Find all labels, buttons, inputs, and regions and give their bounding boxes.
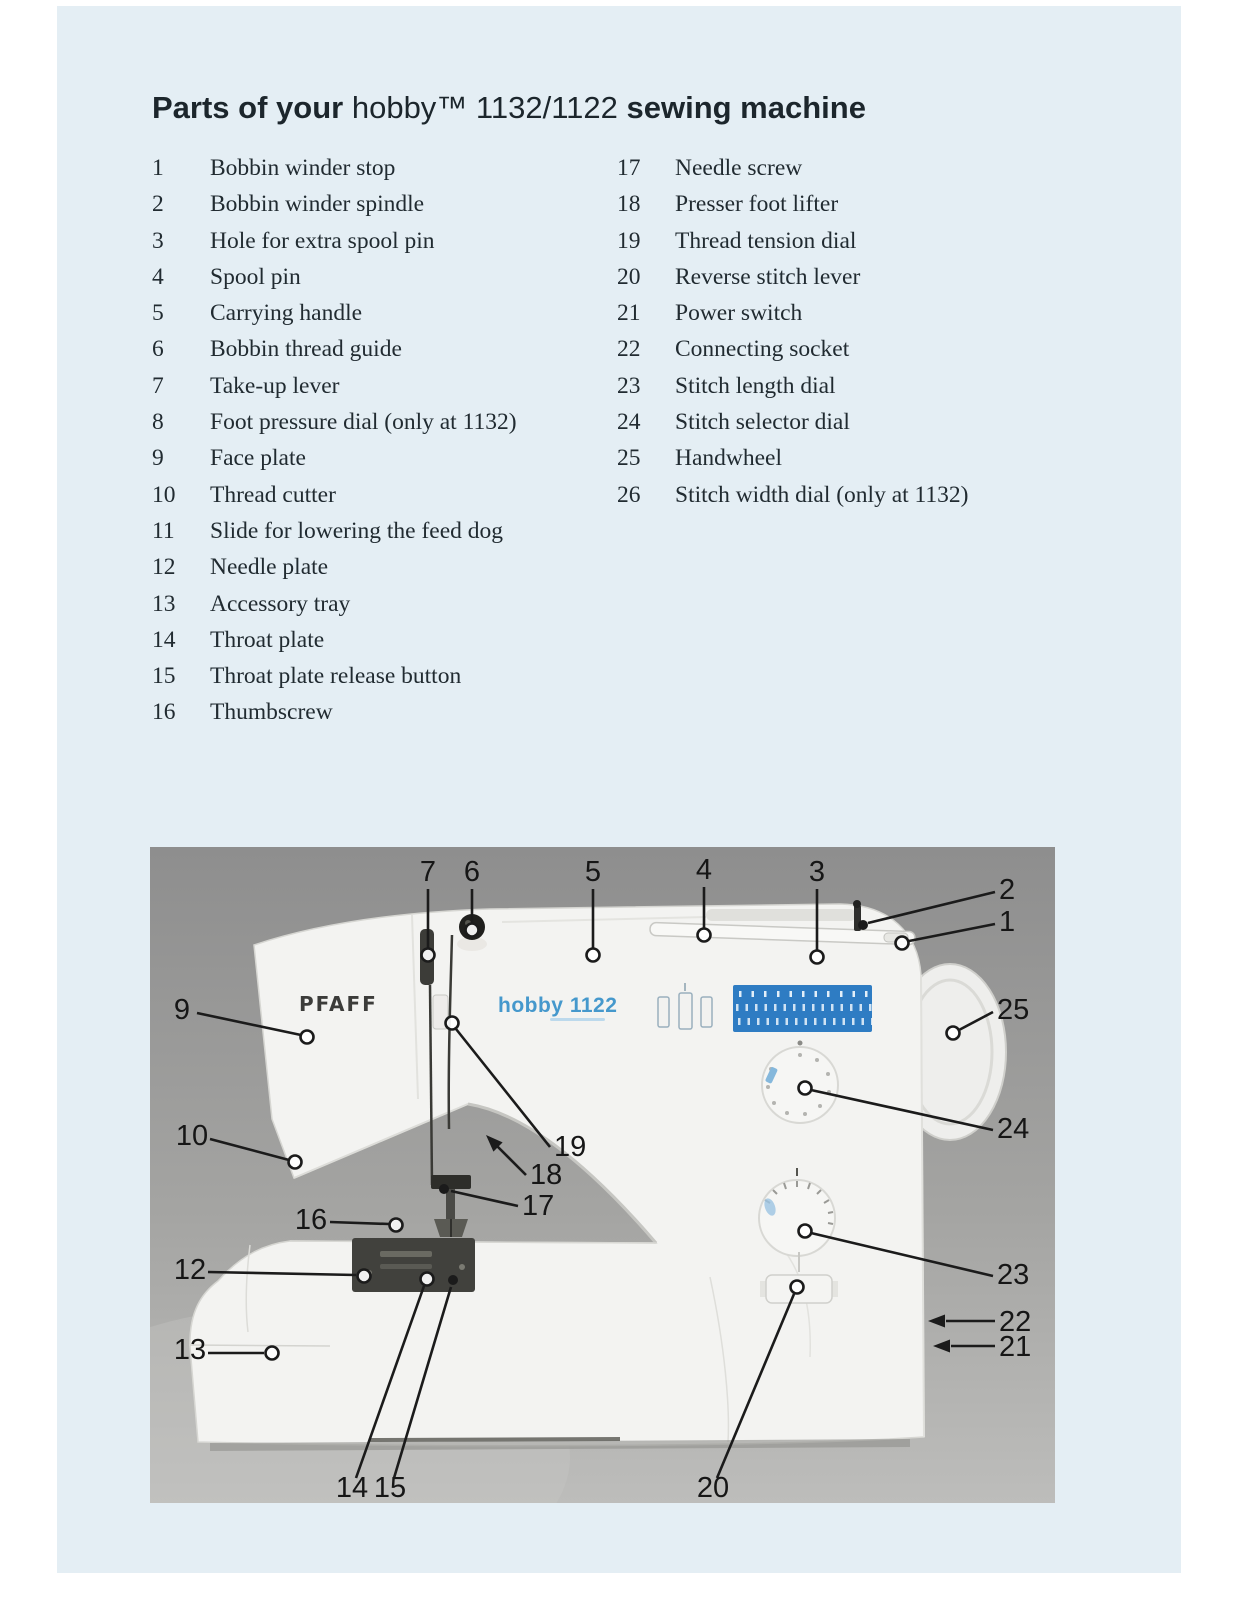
part-number: 7 — [152, 372, 164, 399]
parts-list-left — [152, 150, 602, 731]
parts-list-item — [617, 477, 1087, 513]
part-number: 13 — [152, 590, 176, 617]
callout-ring-marker — [791, 1281, 804, 1294]
part-number: 5 — [152, 300, 164, 327]
part-label: Hole for extra spool pin — [210, 227, 435, 254]
callout-label-13: 13 — [173, 1334, 207, 1366]
part-label: Carrying handle — [210, 300, 363, 327]
part-label: Stitch length dial — [675, 372, 836, 399]
callout-label-10: 10 — [175, 1120, 209, 1152]
part-label: Thread tension dial — [675, 227, 857, 254]
stitch-chart-panel — [733, 985, 872, 1032]
part-label: Power switch — [675, 300, 803, 327]
part-number: 3 — [152, 227, 164, 254]
title-suffix: sewing machine — [626, 90, 866, 125]
carrying-handle-recess — [706, 909, 856, 921]
part-number: 26 — [617, 481, 641, 508]
parts-list-item — [152, 694, 602, 730]
part-number: 12 — [152, 554, 176, 581]
part-label: Stitch width dial (only at 1132) — [675, 481, 969, 508]
parts-list-item — [152, 513, 602, 549]
callout-label-17: 17 — [522, 1190, 555, 1222]
callout-ring-marker — [422, 949, 435, 962]
part-number: 10 — [152, 481, 176, 508]
part-number: 22 — [617, 336, 641, 363]
callout-ring-marker — [947, 1027, 960, 1040]
parts-list-item — [617, 368, 1087, 404]
part-label: Spool pin — [210, 263, 301, 290]
part-number: 24 — [617, 409, 641, 436]
callout-label-12: 12 — [173, 1254, 207, 1286]
callout-ring-marker — [896, 937, 909, 950]
part-label: Slide for lowering the feed dog — [210, 517, 504, 544]
callout-label-5: 5 — [584, 856, 602, 888]
part-label: Bobbin winder spindle — [210, 191, 425, 218]
callout-label-7: 7 — [419, 856, 437, 888]
part-label: Needle plate — [210, 554, 329, 581]
part-number: 23 — [617, 372, 641, 399]
part-label: Face plate — [210, 445, 306, 472]
callout-ring-marker — [799, 1082, 812, 1095]
hobby-model-label: hobby 1122 — [498, 994, 618, 1017]
callout-label-18: 18 — [530, 1159, 563, 1191]
callout-label-1: 1 — [999, 906, 1016, 938]
callout-label-16: 16 — [294, 1204, 328, 1236]
callout-dot-marker — [439, 1184, 449, 1194]
parts-list-item — [617, 404, 1087, 440]
part-label: Throat plate release button — [210, 663, 462, 690]
part-label: Needle screw — [675, 155, 803, 181]
parts-list-item — [617, 331, 1087, 367]
callout-ring-marker — [587, 949, 600, 962]
callout-label-22: 22 — [999, 1306, 1032, 1338]
callout-label-2: 2 — [999, 874, 1016, 906]
part-label: Thread cutter — [210, 481, 336, 508]
part-number: 20 — [617, 263, 641, 290]
part-label: Reverse stitch lever — [675, 263, 861, 290]
page-title — [152, 90, 866, 126]
parts-list-item — [152, 404, 602, 440]
callout-ring-marker — [421, 1273, 434, 1286]
part-number: 1 — [152, 155, 164, 181]
parts-list-item — [152, 150, 602, 186]
part-number: 21 — [617, 300, 641, 327]
part-label: Bobbin winder stop — [210, 155, 396, 181]
callout-ring-marker — [266, 1347, 279, 1360]
part-label: Throat plate — [210, 626, 325, 653]
callout-ring-marker — [358, 1270, 371, 1283]
parts-list-item — [152, 186, 602, 222]
parts-list-item — [152, 440, 602, 476]
part-number: 25 — [617, 445, 641, 472]
callout-label-23: 23 — [997, 1259, 1030, 1291]
part-number: 11 — [152, 517, 175, 544]
callout-label-6: 6 — [463, 856, 481, 888]
callout-dot-marker — [858, 920, 868, 930]
parts-list-item — [152, 658, 602, 694]
model-subtext-smudge — [550, 1018, 605, 1021]
callout-label-9: 9 — [173, 994, 191, 1026]
part-number: 4 — [152, 263, 164, 290]
part-number: 8 — [152, 409, 164, 436]
callout-ring-marker — [390, 1219, 403, 1232]
part-label: Stitch selector dial — [675, 409, 850, 436]
parts-list-right — [617, 150, 1087, 513]
parts-list-item — [152, 586, 602, 622]
callout-label-19: 19 — [554, 1131, 587, 1163]
callout-label-24: 24 — [997, 1113, 1030, 1145]
parts-list-item — [152, 223, 602, 259]
part-label: Connecting socket — [675, 336, 850, 363]
parts-list-item — [617, 223, 1087, 259]
callout-dot-marker — [448, 1275, 458, 1285]
callout-label-20: 20 — [696, 1472, 730, 1503]
callout-ring-marker — [799, 1225, 812, 1238]
callout-label-3: 3 — [808, 856, 826, 888]
part-label: Thumbscrew — [210, 699, 333, 726]
callout-label-25: 25 — [997, 994, 1030, 1026]
parts-list-item — [152, 368, 602, 404]
part-number: 2 — [152, 191, 164, 218]
parts-list-item — [152, 477, 602, 513]
title-prefix: Parts of your — [152, 90, 344, 125]
needle-plate — [352, 1238, 475, 1292]
machine-photo — [150, 847, 1055, 1503]
callout-ring-marker — [446, 1017, 459, 1030]
part-number: 19 — [617, 227, 641, 254]
callout-label-14: 14 — [335, 1472, 369, 1503]
parts-list-item — [617, 186, 1087, 222]
parts-list-item — [152, 622, 602, 658]
machine-diagram — [150, 847, 1055, 1503]
parts-list-item — [152, 295, 602, 331]
pfaff-logo: PFAFF — [299, 992, 378, 1016]
part-label: Take-up lever — [210, 372, 340, 399]
part-number: 9 — [152, 445, 164, 472]
part-label: Accessory tray — [210, 590, 351, 617]
callout-ring-marker — [698, 929, 711, 942]
parts-list-item — [617, 440, 1087, 476]
callout-label-15: 15 — [373, 1472, 407, 1503]
callout-ring-marker — [811, 951, 824, 964]
callout-label-21: 21 — [999, 1331, 1032, 1363]
part-number: 6 — [152, 336, 164, 363]
parts-list-item — [152, 549, 602, 585]
parts-list-item — [152, 259, 602, 295]
title-model: hobby™ 1132/1122 — [351, 90, 618, 125]
part-number: 14 — [152, 626, 176, 653]
part-label: Foot pressure dial (only at 1132) — [210, 409, 517, 436]
part-label: Handwheel — [675, 445, 783, 472]
part-number: 17 — [617, 155, 641, 181]
callout-label-4: 4 — [695, 854, 713, 886]
part-label: Bobbin thread guide — [210, 336, 402, 363]
callout-ring-marker — [301, 1031, 314, 1044]
parts-list-item — [617, 295, 1087, 331]
part-number: 15 — [152, 663, 176, 690]
parts-list-item — [152, 331, 602, 367]
part-number: 18 — [617, 191, 641, 218]
parts-list-item — [617, 259, 1087, 295]
callout-ring-marker — [289, 1156, 302, 1169]
callout-ring-marker — [466, 924, 479, 937]
parts-list-item — [617, 150, 1087, 186]
part-label: Presser foot lifter — [675, 191, 839, 218]
part-number: 16 — [152, 699, 176, 726]
